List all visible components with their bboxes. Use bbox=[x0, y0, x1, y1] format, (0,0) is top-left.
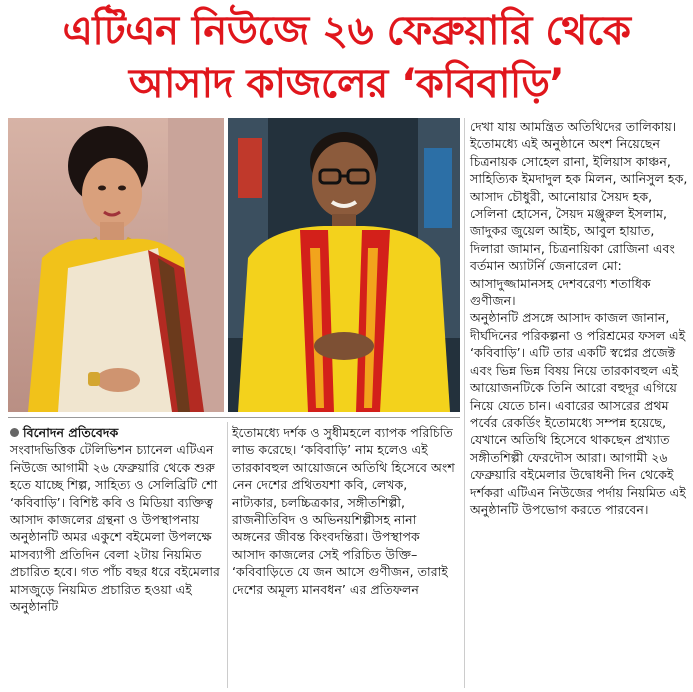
article-column-right bbox=[470, 118, 688, 518]
article-column-middle bbox=[232, 424, 456, 598]
byline bbox=[10, 424, 222, 441]
section-rule bbox=[8, 417, 460, 418]
headline-line-2: আসাদ কাজলের ‘কবিবাড়ি’ bbox=[128, 61, 565, 107]
guest-photo-illustration bbox=[8, 118, 224, 412]
byline-text: বিনোদন প্রতিবেদক bbox=[23, 425, 119, 440]
host-photo bbox=[228, 118, 460, 412]
body-paragraph: দেখা যায় আমন্ত্রিত অতিথিদের তালিকায়। ইতোমধ্যে এই অনুষ্ঠানে অংশ নিয়েছেন চিত্রনায়ক সোহেল রানা, ইলিয়াস কাঞ্চন, সাহিত্যিক ইমদাদুল হক মিলন, আনিসুল হক, আসাদ চৌধুরী, আনোয়ার সৈয়দ হক, সেলিনা হোসেন, সৈয়দ মঞ্জুরুল ইসলাম, জাদুকর জুয়েল আইচ, আবুল হায়াত, দিলারা জামান, চিত্রনায়িকা রোজিনা এবং বর্তমান অ্যাটর্নি জেনারেল মো: আসাদুজ্জামানসহ দেশবরেণ্য শতাধিক গুণীজন। bbox=[470, 119, 688, 309]
guest-photo bbox=[8, 118, 224, 412]
host-photo-illustration bbox=[228, 118, 460, 412]
body-paragraph: ইতোমধ্যে দর্শক ও সুধীমহলে ব্যাপক পরিচিতি লাভ করেছে। ‘কবিবাড়ি’ নাম হলেও এই তারকাবহুল আয়োজনে অতিথি হিসেবে অংশ নেন দেশের প্রথিতযশা কবি, লেখক, নাট্যকার, চলচ্চিত্রকার, সঙ্গীতশিল্পী, রাজনীতিবিদ ও অভিনয়শিল্পীসহ নানা অঙ্গনের জীবন্ত কিংবদন্তিরা। উপস্থাপক আসাদ কাজলের সেই পরিচিত উক্তি– ‘কবিবাড়িতে যে জন আসে গুণীজন, তারাই দেশের অমূল্য মানবধন’ এর প্রতিফলন bbox=[232, 425, 455, 597]
headline bbox=[0, 4, 693, 110]
headline-line-1: এটিএন নিউজে ২৬ ফেব্রুয়ারি থেকে bbox=[62, 8, 631, 54]
column-divider bbox=[227, 422, 228, 688]
article-column-left bbox=[10, 424, 222, 615]
column-divider bbox=[464, 118, 465, 688]
body-paragraph: সংবাদভিত্তিক টেলিভিশন চ্যানেল এটিএন নিউজে আগামী ২৬ ফেব্রুয়ারি থেকে শুরু হতে যাচ্ছে শিল্প, সাহিত্য ও সেলিব্রিটি শো ‘কবিবাড়ি’। বিশিষ্ট কবি ও মিডিয়া ব্যক্তিত্ব আসাদ কাজলের গ্রন্থনা ও উপস্থাপনায় অনুষ্ঠানটি অমর একুশে বইমেলা উপলক্ষে মাসব্যাপী প্রতিদিন বেলা ২টায় নিয়মিত প্রচারিত হবে। গত পাঁচ বছর ধরে বইমেলার মাসজুড়ে নিয়মিত প্রচারিত হওয়া এই অনুষ্ঠানটি bbox=[10, 442, 220, 615]
body-paragraph: অনুষ্ঠানটি প্রসঙ্গে আসাদ কাজল জানান, দীর্ঘদিনের পরিকল্পনা ও পরিশ্রমের ফসল এই ‘কবিবাড়ি’। এটি তার একটি স্বপ্নের প্রজেক্ট এবং ভিন্ন ভিন্ন বিষয় নিয়ে তারকাবহুল এই আয়োজনটিকে তিনি আরো বহুদূর এগিয়ে নিয়ে যেতে চান। এবারের আসরের প্রথম পর্বের রেকর্ডিং ইতোমধ্যে সম্পন্ন হয়েছে, যেখানে অতিথি হিসেবে থাকছেন প্রখ্যাত সঙ্গীতশিল্পী ফেরদৌস আরা। আগামী ২৬ ফেব্রুয়ারি বইমেলার উদ্বোধনী দিন থেকেই দর্শকরা এটিএন নিউজের পর্দায় নিয়মিত এই অনুষ্ঠানটি উপভোগ করতে পারবেন। bbox=[470, 310, 686, 517]
bullet-icon bbox=[10, 428, 19, 437]
